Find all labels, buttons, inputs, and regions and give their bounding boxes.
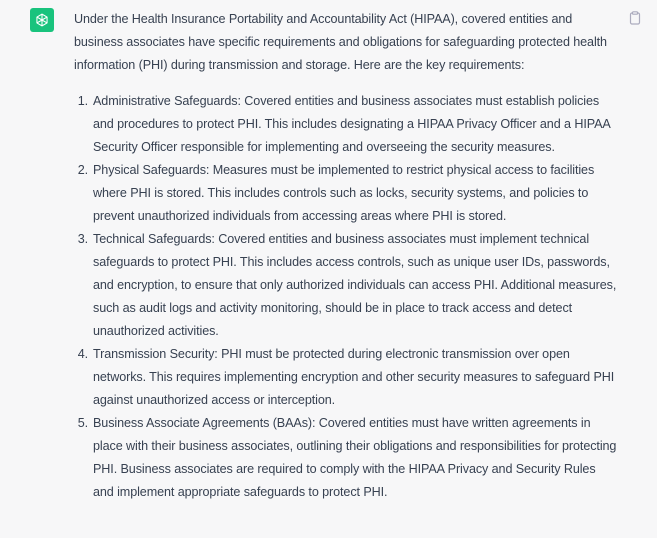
list-item [77,159,619,228]
list-item-number: 2. [77,163,88,177]
intro-paragraph: Under the Health Insurance Portability and Accountability Act (HIPAA), covered entities and business associates have specific requirements and obligations for safeguarding protected health information (PHI) during transmission and storage. Here are the key requirements: [74,12,607,72]
list-item [77,228,619,343]
list-item-text: Technical Safeguards: Covered entities and business associates must implement technical safeguards to protect PHI. This includes access controls, such as unique user IDs, passwords, and encryption, to ensure that only authorized individuals can access PHI. Additional measures, such as audit logs and activity monitoring, should be in place to track access and detect unauthorized activities. [93,232,617,338]
list-item-number: 1. [77,94,88,108]
requirements-list [74,90,619,504]
list-item-number: 4. [77,347,88,361]
list-item-text: Transmission Security: PHI must be protected during electronic transmission over open networks. This requires implementing encryption and other security measures to safeguard PHI against unauthorized access or interception. [93,347,615,407]
openai-logo-icon [34,12,50,28]
list-item-text: Physical Safeguards: Measures must be implemented to restrict physical access to facilities where PHI is stored. This includes controls such as locks, security systems, and policies to prevent unauthorized individuals from accessing areas where PHI is stored. [93,163,595,223]
assistant-avatar [30,8,54,32]
list-item-text: Administrative Safeguards: Covered entities and business associates must establish policies and procedures to protect PHI. This includes designating a HIPAA Privacy Officer and a HIPAA Security Officer responsible for implementing and overseeing the security measures. [93,94,610,154]
list-item-text: Business Associate Agreements (BAAs): Covered entities must have written agreements in place with their business associates, outlining their obligations and responsibilities for protecting PHI. Business associates are required to comply with the HIPAA Privacy and Security Rules and implement appropriate safeguards to protect PHI. [93,416,617,499]
message-content [74,8,619,504]
list-item-number: 5. [77,416,88,430]
list-item [77,90,619,159]
clipboard-icon [629,11,641,25]
list-item [77,412,619,504]
list-item-number: 3. [77,232,88,246]
list-item [77,343,619,412]
copy-button[interactable] [628,10,642,26]
